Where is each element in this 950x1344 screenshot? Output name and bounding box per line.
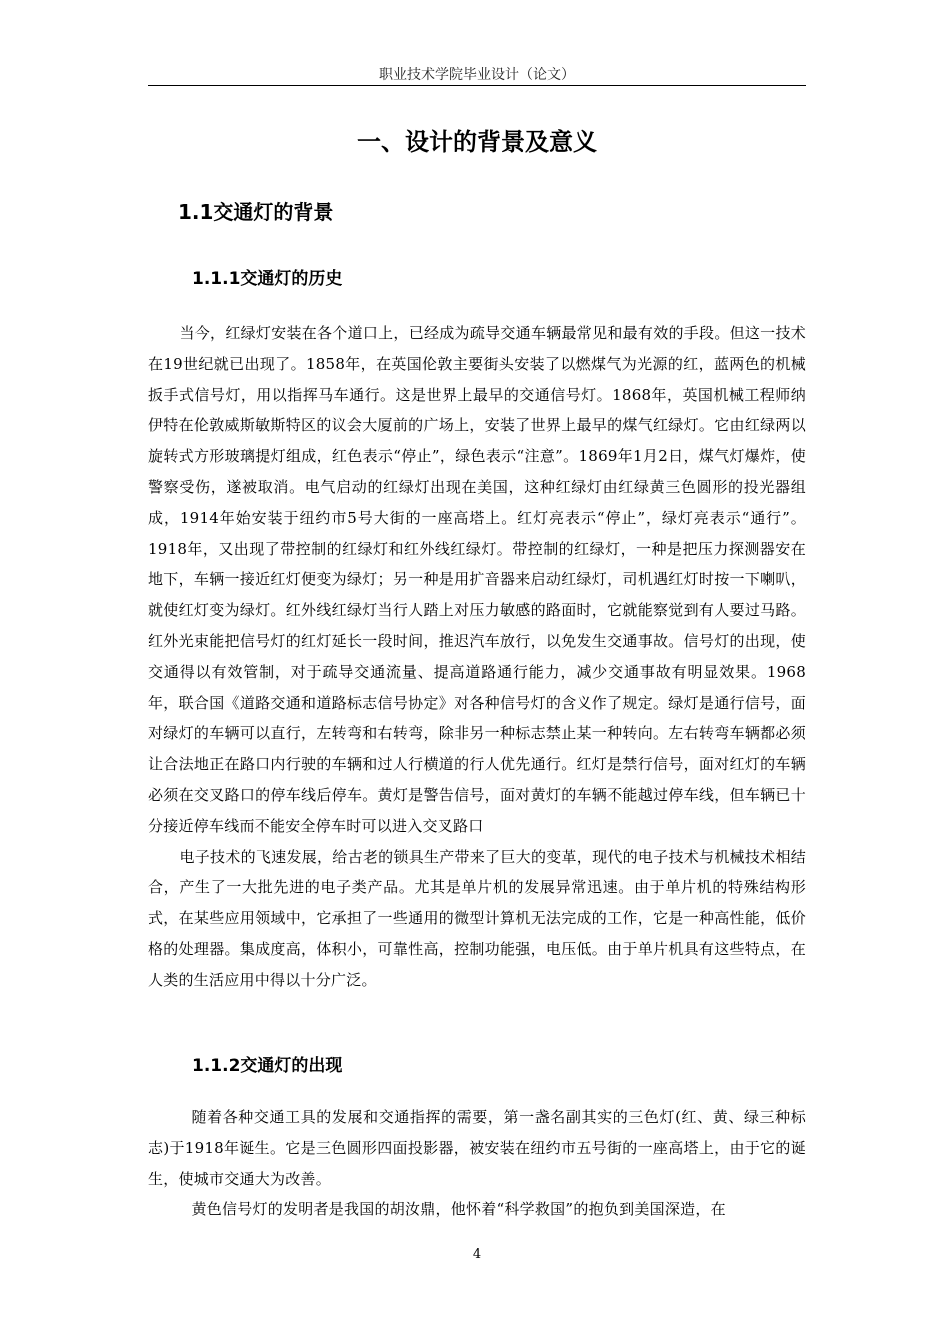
paragraph: 随着各种交通工具的发展和交通指挥的需要，第一盏名副其实的三色灯(红、黄、绿三种标志)于1918年诞生。它是三色圆形四面投影器，被安装在纽约市五号街的一座高塔上，由于它的诞生，使城市交通大为改善。 [148,1108,806,1188]
subsection-title-1-1-1: 1.1.1交通灯的历史 [192,269,343,289]
body-text-1-1-1 [148,318,806,996]
header-divider [148,85,806,86]
paragraph: 电子技术的飞速发展，给古老的锁具生产带来了巨大的变革，现代的电子技术与机械技术相结合，产生了一大批先进的电子类产品。尤其是单片机的发展异常迅速。由于单片机的特殊结构形式，在某些应用领域中，它承担了一些通用的微型计算机无法完成的工作，它是一种高性能，低价格的处理器。集成度高，体积小，可靠性高，控制功能强，电压低。由于单片机具有这些特点，在人类的生活应用中得以十分广泛。 [148,847,806,989]
paragraph: 黄色信号灯的发明者是我国的胡汝鼎，他怀着“科学救国”的抱负到美国深造，在 [191,1200,726,1219]
running-header: 职业技术学院毕业设计（论文） [379,67,575,83]
paragraph: 当今，红绿灯安装在各个道口上，已经成为疏导交通车辆最常见和最有效的手段。但这一技术在19世纪就已出现了。1858年，在英国伦敦主要街头安装了以燃煤气为光源的红，蓝两色的机械扳手式信号灯，用以指挥马车通行。这是世界上最早的交通信号灯。1868年，英国机械工程师纳伊特在伦敦威斯敏斯特区的议会大厦前的广场上，安装了世界上最早的煤气红绿灯。它由红绿两以旋转式方形玻璃提灯组成，红色表示“停止”，绿色表示“注意”。1869年1月2日，煤气灯爆炸，使警察受伤，遂被取消。电气启动的红绿灯出现在美国，这种红绿灯由红绿黄三色圆形的投光器组成，1914年始安装于纽约市5号大街的一座高塔上。红灯亮表示“停止”，绿灯亮表示“通行”。1918年，又出现了带控制的红绿灯和红外线红绿灯。带控制的红绿灯，一种是把压力探测器安在地下，车辆一接近红灯便变为绿灯；另一种是用扩音器来启动红绿灯，司机遇红灯时按一下喇叭，就使红灯变为绿灯。红外线红绿灯当行人踏上对压力敏感的路面时，它就能察觉到有人要过马路。红外光束能把信号灯的红灯延长一段时间，推迟汽车放行，以免发生交通事故。信号灯的出现，使交通得以有效管制，对于疏导交通流量、提高道路通行能力，减少交通事故有明显效果。1968年，联合国《道路交通和道路标志信号协定》对各种信号灯的含义作了规定。绿灯是通行信号，面对绿灯的车辆可以直行，左转弯和右转弯，除非另一种标志禁止某一种转向。左右转弯车辆都必须让合法地正在路口内行驶的车辆和过人行横道的行人优先通行。红灯是禁行信号，面对红灯的车辆必须在交叉路口的停车线后停车。黄灯是警告信号，面对黄灯的车辆不能越过停车线，但车辆已十分接近停车线而不能安全停车时可以进入交叉路口 [148,324,806,835]
chapter-title: 一、设计的背景及意义 [357,128,597,156]
page-number: 4 [472,1247,482,1262]
section-title-1-1: 1.1交通灯的背景 [178,200,334,224]
subsection-title-1-1-2: 1.1.2交通灯的出现 [192,1056,343,1076]
body-text-1-1-2 [148,1102,806,1225]
